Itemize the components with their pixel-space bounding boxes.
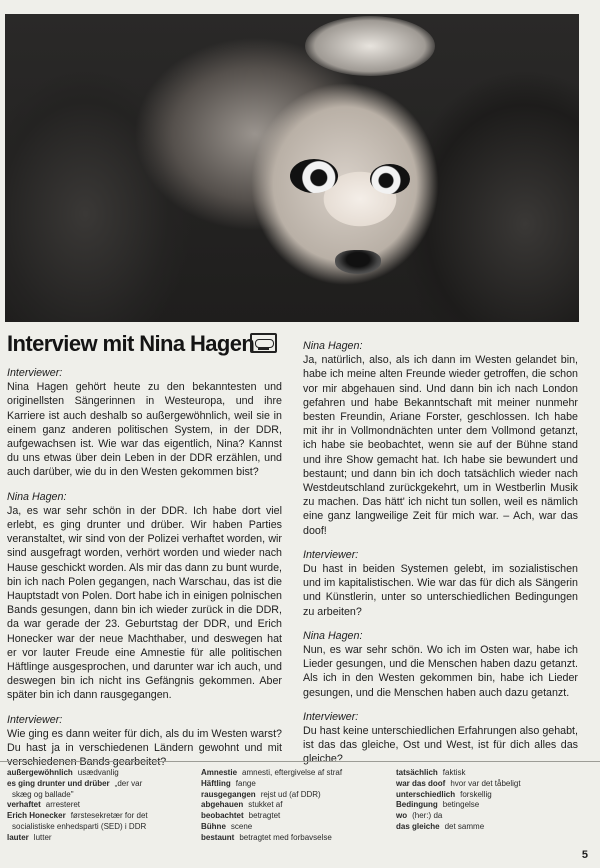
article-column-left bbox=[7, 366, 282, 769]
glossary-meaning: stukket af bbox=[248, 800, 283, 810]
interview-block bbox=[303, 339, 578, 538]
glossary-meaning: socialistiske enhedsparti (SED) i DDR bbox=[12, 821, 147, 831]
glossary-term: war das doof bbox=[396, 778, 446, 788]
glossary-meaning: skæg og ballade" bbox=[12, 789, 74, 799]
glossary-meaning: „der var bbox=[114, 778, 143, 788]
glossary-meaning: rejst ud (af DDR) bbox=[260, 789, 321, 799]
glossary-entry bbox=[7, 800, 197, 811]
photo-right-eye bbox=[370, 164, 410, 194]
glossary-meaning: arresteret bbox=[45, 800, 81, 810]
glossary-term: verhaftet bbox=[7, 800, 41, 810]
interview-text: Wie ging es dann weiter für dich, als du im Westen warst? Du hast ja in verschiedenen Ländern gewohnt und mit verschiedenen Bands gearbeitet? bbox=[7, 727, 282, 769]
glossary-term: bestaunt bbox=[201, 832, 235, 842]
glossary-entry bbox=[201, 790, 391, 801]
glossary-meaning: usædvanlig bbox=[77, 768, 119, 777]
interview-text: Nun, es war sehr schön. Wo ich im Osten war, habe ich Lieder gesungen, und die Menschen haben dazu getanzt. Als ich in den Westen gekommen bin, habe ich Lieder gesungen, und die Menschen haben auch dazu getanzt. bbox=[303, 644, 578, 699]
interview-text: Nina Hagen gehört heute zu den bekanntesten und originellsten Sängerinnen in Westeuropa, und ihre Karriere ist auch deshalb so außergewöhnlich, weil sie in einem ganz anderen politischen System, in der DDR, aufgewachsen ist. Wie war das eigentlich, Nina? Kannst du uns etwas über dein Leben in der DDR erzählen, und auch darüber, wie du in den Westen gekommen bist? bbox=[7, 381, 282, 479]
interview-text: Du hast keine unterschiedlichen Erfahrungen also gehabt, ist das das gleiche, Ost und West, ist für dich alles das gleiche? bbox=[303, 725, 578, 766]
glossary-meaning: forskellig bbox=[460, 789, 492, 799]
glossary-entry bbox=[7, 768, 197, 779]
glossary-entry bbox=[396, 811, 596, 822]
interview-text: Ja, natürlich, also, als ich dann im Westen gelandet bin, habe ich meine alten Freunde wieder getroffen, die schon vor mir abgehauen sind. Und dann bin ich nach London gefahren und habe Bekanntschaft mit meiner nunmehr besten Freundin, Ariane Forster, geschlossen. Ich habe mit ihr in Vollmondnächten unter dem Vollmond getanzt, ich habe sie beobachtet, wenn sie auf der Bühne stand und ihre Show gemacht hat. Ich habe sie bewundert und bestaunt; und dann bin ich doch tatsächlich wieder nach Westdeutschland zurückgekehrt, um in Westberlin Musik zu machen. Das hätt' ich nicht tun sollen, weil es nämlich eine ganz langweilige Zeit für mich war. – Ach, war das doof! bbox=[303, 354, 578, 537]
interview-block bbox=[303, 710, 578, 767]
glossary-meaning: fange bbox=[235, 778, 256, 788]
glossary-entry bbox=[7, 811, 197, 822]
glossary-meaning: (her:) da bbox=[412, 811, 443, 821]
vocabulary-glossary bbox=[0, 761, 600, 842]
glossary-entry bbox=[396, 800, 596, 811]
glossary-entry bbox=[201, 800, 391, 811]
speaker-label: Nina Hagen: bbox=[7, 490, 67, 503]
page-title: Interview mit Nina Hagen bbox=[7, 331, 255, 356]
glossary-entry bbox=[396, 822, 596, 833]
glossary-term: unterschiedlich bbox=[396, 789, 456, 799]
glossary-term: lauter bbox=[7, 832, 29, 842]
glossary-term: Häftling bbox=[201, 778, 231, 788]
glossary-entry bbox=[7, 833, 197, 844]
page-number: 5 bbox=[581, 849, 588, 861]
glossary-term: Amnestie bbox=[201, 768, 238, 777]
glossary-term: es ging drunter und drüber bbox=[7, 778, 110, 788]
interview-block bbox=[303, 548, 578, 619]
glossary-entry bbox=[7, 790, 197, 801]
glossary-column bbox=[396, 768, 596, 833]
glossary-term: beobachtet bbox=[201, 811, 244, 821]
glossary-term: wo bbox=[396, 811, 408, 821]
article-column-right bbox=[303, 339, 578, 767]
speaker-label: Nina Hagen: bbox=[303, 629, 363, 642]
glossary-entry bbox=[396, 768, 596, 779]
glossary-meaning: faktisk bbox=[442, 768, 466, 777]
interview-block bbox=[7, 366, 282, 480]
glossary-term: außergewöhnlich bbox=[7, 768, 73, 777]
glossary-entry bbox=[201, 833, 391, 844]
glossary-meaning: hvor var det tåbeligt bbox=[450, 778, 521, 788]
speaker-label: Interviewer: bbox=[303, 710, 359, 723]
glossary-entry bbox=[201, 811, 391, 822]
glossary-column bbox=[201, 768, 391, 844]
glossary-meaning: scene bbox=[230, 821, 253, 831]
glossary-entry bbox=[201, 779, 391, 790]
glossary-meaning: det samme bbox=[444, 821, 485, 831]
glossary-entry bbox=[7, 779, 197, 790]
cassette-tape-icon bbox=[250, 333, 277, 353]
glossary-entry bbox=[7, 822, 197, 833]
glossary-term: abgehauen bbox=[201, 800, 244, 810]
interview-text: Ja, es war sehr schön in der DDR. Ich habe dort viel erlebt, es ging drunter und drüber. Wir haben Parties veranstaltet, wir sind von der Polizei verhaftet worden, wir sind ausgefragt worden, verhört worden und wieder nach Hause geschickt worden. Als mir das dann zu bunt wurde, bin ich nach Polen gegangen, nach Warschau, das ist die Hauptstadt von Polen. Dort habe ich in einigen polnischen Bands gesungen, dann bin ich wieder zurück in die DDR, da war gerade der 23. Geburtstag der DDR, und Erich Honecker war der neue Machthaber, und deswegen hat er vor lauter Freude eine Amnestie für alle politischen Häftlinge ausgesprochen, und darunter war ich auch, und deswegen bin ich nicht ins Gefängnis gekommen. Aber später bin ich dann rausgegangen. bbox=[7, 504, 282, 702]
glossary-term: rausgegangen bbox=[201, 789, 256, 799]
speaker-label: Interviewer: bbox=[7, 367, 63, 379]
glossary-column bbox=[7, 768, 197, 844]
glossary-term: das gleiche bbox=[396, 821, 440, 831]
glossary-entry bbox=[396, 779, 596, 790]
glossary-term: Bühne bbox=[201, 821, 226, 831]
glossary-term: Erich Honecker bbox=[7, 811, 66, 821]
photo-hair-highlight bbox=[305, 16, 435, 76]
glossary-entry bbox=[201, 768, 391, 779]
glossary-meaning: førstesekretær for det bbox=[70, 811, 148, 821]
interview-block bbox=[303, 629, 578, 700]
glossary-term: tatsächlich bbox=[396, 768, 438, 777]
nina-hagen-photo bbox=[5, 14, 579, 322]
glossary-meaning: lutter bbox=[33, 832, 52, 842]
glossary-meaning: betragtet med forbavselse bbox=[239, 832, 332, 842]
speaker-label: Interviewer: bbox=[303, 548, 359, 561]
glossary-meaning: amnesti, eftergivelse af straf bbox=[242, 768, 343, 777]
glossary-entry bbox=[201, 822, 391, 833]
glossary-entry bbox=[396, 790, 596, 801]
speaker-label: Interviewer: bbox=[7, 713, 63, 726]
interview-text: Du hast in beiden Systemen gelebt, im sozialistischen und im kapitalistischen. Wie war das für dich als Sängerin und Künstlerin, unter so unterschiedlichen Bedingungen zu arbeiten? bbox=[303, 563, 578, 618]
glossary-meaning: betingelse bbox=[442, 800, 480, 810]
glossary-term: Bedingung bbox=[396, 800, 438, 810]
glossary-meaning: betragtet bbox=[248, 811, 281, 821]
speaker-label: Nina Hagen: bbox=[303, 340, 363, 352]
photo-left-eye bbox=[290, 159, 338, 193]
interview-block bbox=[7, 490, 282, 703]
photo-mouth bbox=[335, 250, 381, 274]
